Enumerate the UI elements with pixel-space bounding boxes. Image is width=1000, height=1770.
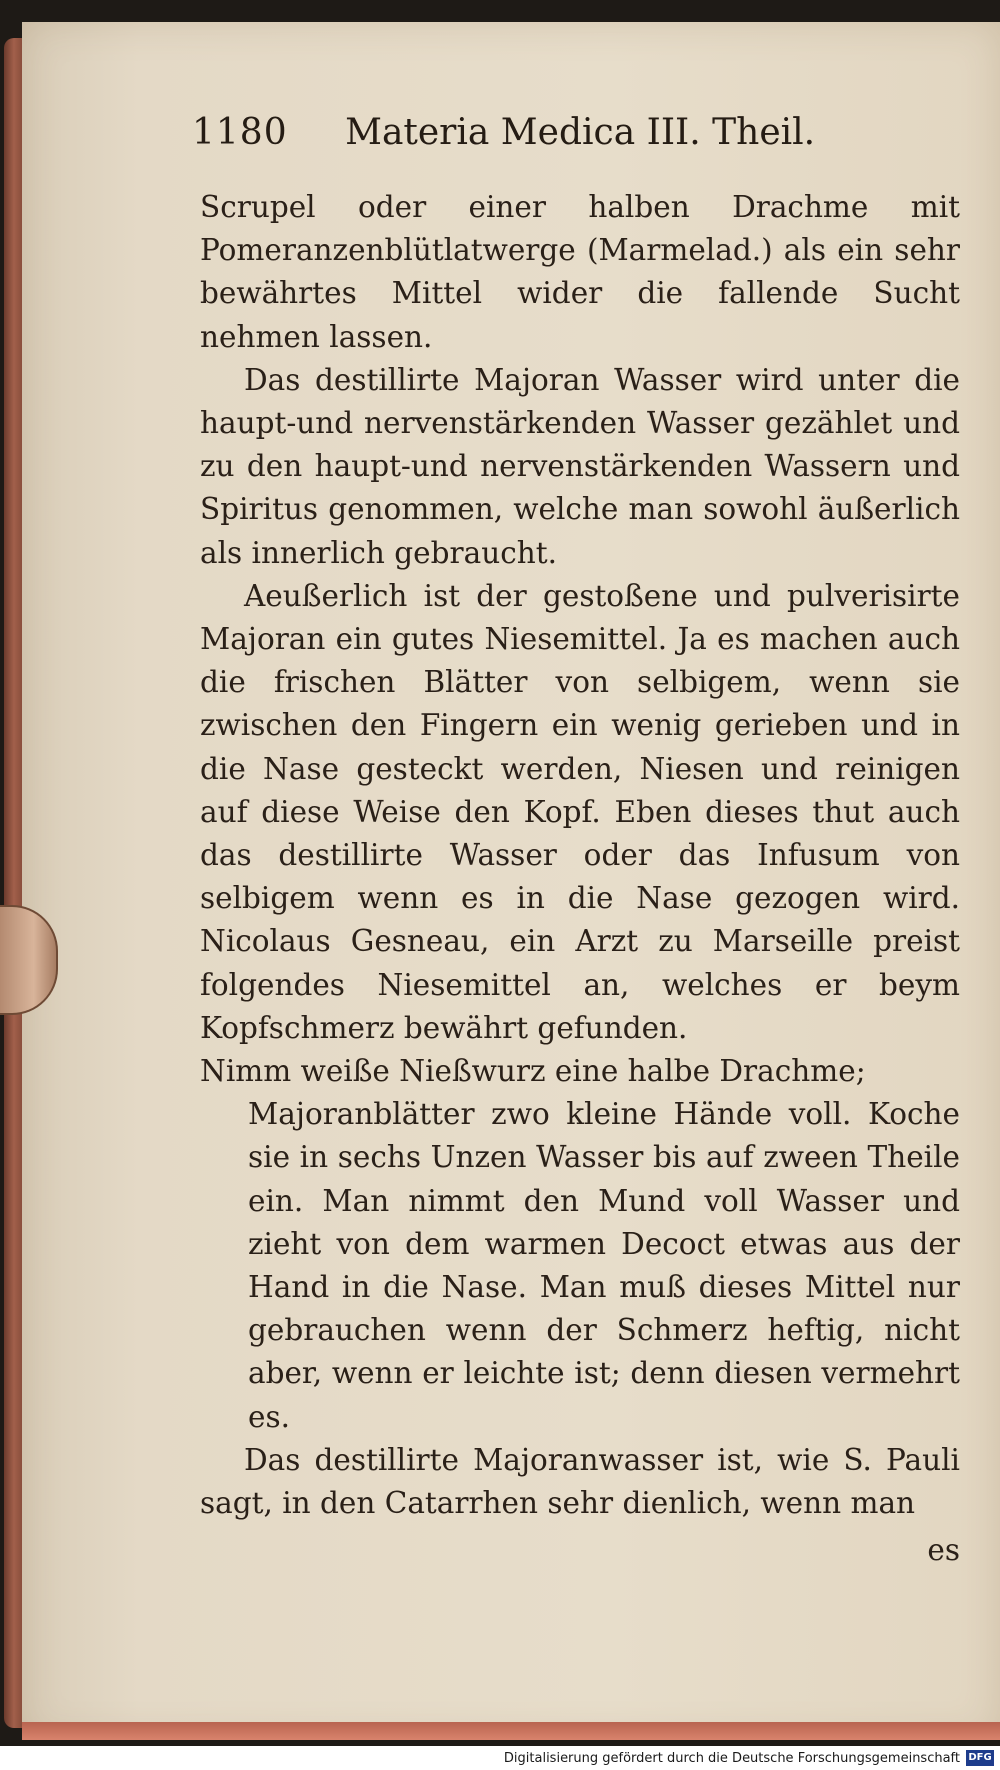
recipe-first-line: Nimm weiße Nießwurz eine halbe Drachme; [200,1054,866,1089]
footer-credit: Digitalisierung gefördert durch die Deutsche Forschungsgemeinschaft [503,1751,960,1766]
page-number: 1180 [192,112,288,153]
catchword: es [927,1533,960,1568]
paragraph-2: Das destillirte Majoran Wasser wird unter die haupt-und nervenstärkenden Wasser gezählet und zu den haupt-und nervenstärkenden Wassern und Spiritus genommen, welche man sowohl äußerlich als innerlich gebraucht. [200,362,960,570]
digitization-footer [0,1746,1000,1770]
running-title: Materia Medica III. Theil. [345,112,816,153]
dfg-logo-icon: DFG [966,1750,994,1766]
paragraph-1: Scrupel oder einer halben Drachme mit Pomeranzenblütlatwerge (Marmelad.) als ein sehr bewährtes Mittel wider die fallende Sucht nehmen lassen. [200,190,960,354]
paragraph-3: Aeußerlich ist der gestoßene und pulverisirte Majoran ein gutes Niesemittel. Ja es machen auch die frischen Blätter von selbigem, wenn sie zwischen den Fingern ein wenig gerieben und in die Nase gesteckt werden, Niesen und reinigen auf diese Weise den Kopf. Eben dieses thut auch das destillirte Wasser oder das Infusum von selbigem wenn es in die Nase gezogen wird. Nicolaus Gesneau, ein Arzt zu Marseille preist folgendes Niesemittel an, welches er beym Kopfschmerz bewährt gefunden. [200,578,960,1045]
paragraph-closing: Das destillirte Majoranwasser ist, wie S. Pauli sagt, in den Catarrhen sehr dienlich, wenn man [200,1442,960,1521]
page-header [192,112,952,164]
recipe-block [200,1050,960,1439]
recipe-body: Majoranblätter zwo kleine Hände voll. Koche sie in sechs Unzen Wasser bis auf zween Theile ein. Man nimmt den Mund voll Wasser und zieht von dem warmen Decoct etwas aus der Hand in die Nase. Man muß dieses Mittel nur gebrauchen wenn der Schmerz heftig, nicht aber, wenn er leichte ist; denn diesen vermehrt es. [248,1097,960,1434]
body-text [200,186,960,1573]
bottom-binding-edge [22,1722,1000,1740]
